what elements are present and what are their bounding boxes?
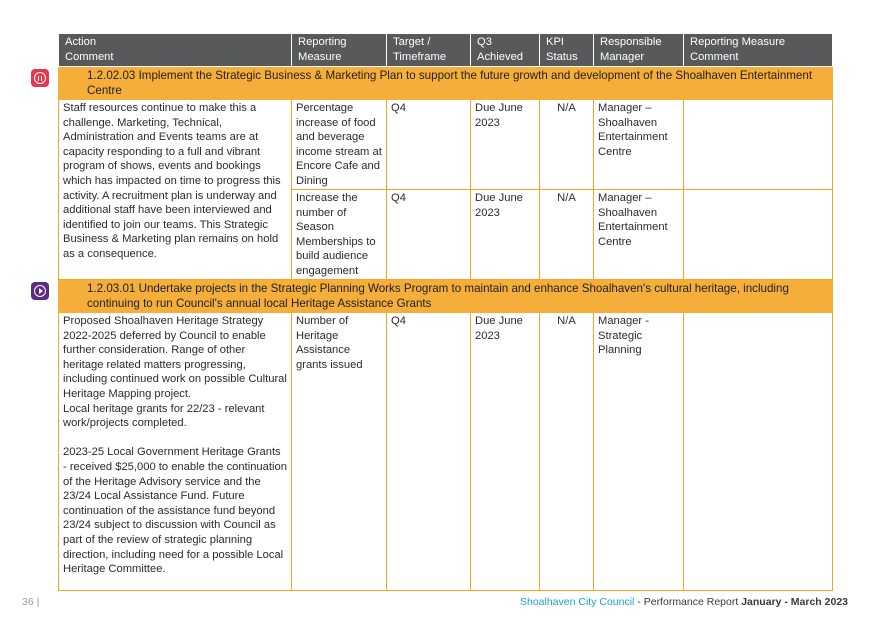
header-q3-achieved: Q3 Achieved [471,34,540,67]
reporting-measure-comment [684,100,833,190]
report-label: - Performance Report [634,596,742,608]
reporting-measure: Increase the number of Season Memberships to build audience engagement [292,190,387,280]
action-title-cell [59,67,833,100]
reporting-measure: Percentage increase of food and beverage income stream at Encore Cafe and Dining [292,100,387,190]
action-comment: Staff resources continue to make this a challenge. Marketing, Technical, Administration and Events teams are at capacity responding to a full and vibrant program of shows, events and bookings which has impacted on time to progress this activity. A recruitment plan is underway and additional staff have been interviewed and identified to join our teams. This Strategic Business & Marketing plan remains on hold as a consequence. [59,100,292,280]
target-timeframe: Q4 [387,190,471,280]
q3-achieved: Due June 2023 [471,190,540,280]
target-timeframe: Q4 [387,313,471,591]
performance-table-container [58,34,832,591]
header-responsible-manager: Responsible Manager [594,34,684,67]
kpi-status: N/A [540,100,594,190]
action-row [59,280,833,313]
play-icon [31,282,49,300]
reporting-measure: Number of Heritage Assistance grants issued [292,313,387,591]
responsible-manager: Manager – Shoalhaven Entertainment Centre [594,190,684,280]
page-number: 36 | [22,596,40,608]
reporting-measure-comment [684,190,833,280]
q3-achieved: Due June 2023 [471,100,540,190]
kpi-status: N/A [540,190,594,280]
performance-table [58,34,833,591]
header-action-comment: Action Comment [59,34,292,67]
responsible-manager: Manager - Strategic Planning [594,313,684,591]
table-row [59,100,833,190]
q3-achieved: Due June 2023 [471,313,540,591]
action-comment: Proposed Shoalhaven Heritage Strategy 2022-2025 deferred by Council to enable further consideration. Range of other heritage related matters progressing, including continued work on possible Cultural Heritage Mapping project. Local heritage grants for 22/23 - relevant work/projects completed. 2023-25 Local Government Heritage Grants - received $25,000 to enable the continuation of the Heritage Advisory service and the 23/24 Local Assistance Fund. Future continuation of the assistance fund beyond 23/24 subject to discussion with Council as part of the review of strategic planning direction, including need for a possible Local Heritage Committee. [59,313,292,591]
action-title: 1.2.03.01 Undertake projects in the Strategic Planning Works Program to maintain and enhance Shoalhaven's cultural heritage, including continuing to run Council's annual local Heritage Assistance Grants [87,282,789,310]
target-timeframe: Q4 [387,100,471,190]
action-title-cell [59,280,833,313]
header-kpi-status: KPI Status [540,34,594,67]
table-row [59,313,833,591]
header-reporting-measure: Reporting Measure [292,34,387,67]
pause-icon [31,69,49,87]
organisation-name: Shoalhaven City Council [519,596,635,608]
action-title: 1.2.02.03 Implement the Strategic Business & Marketing Plan to support the future growth and development of the Shoalhaven Entertainment Centre [87,69,813,97]
action-row [59,67,833,100]
header-target-timeframe: Target / Timeframe [387,34,471,67]
header-reporting-measure-comment: Reporting Measure Comment [684,34,833,67]
reporting-measure-comment [684,313,833,591]
report-period: January - March 2023 [741,596,848,608]
kpi-status: N/A [540,313,594,591]
responsible-manager: Manager – Shoalhaven Entertainment Centre [594,100,684,190]
report-footer [520,596,848,608]
header-row [59,34,833,67]
